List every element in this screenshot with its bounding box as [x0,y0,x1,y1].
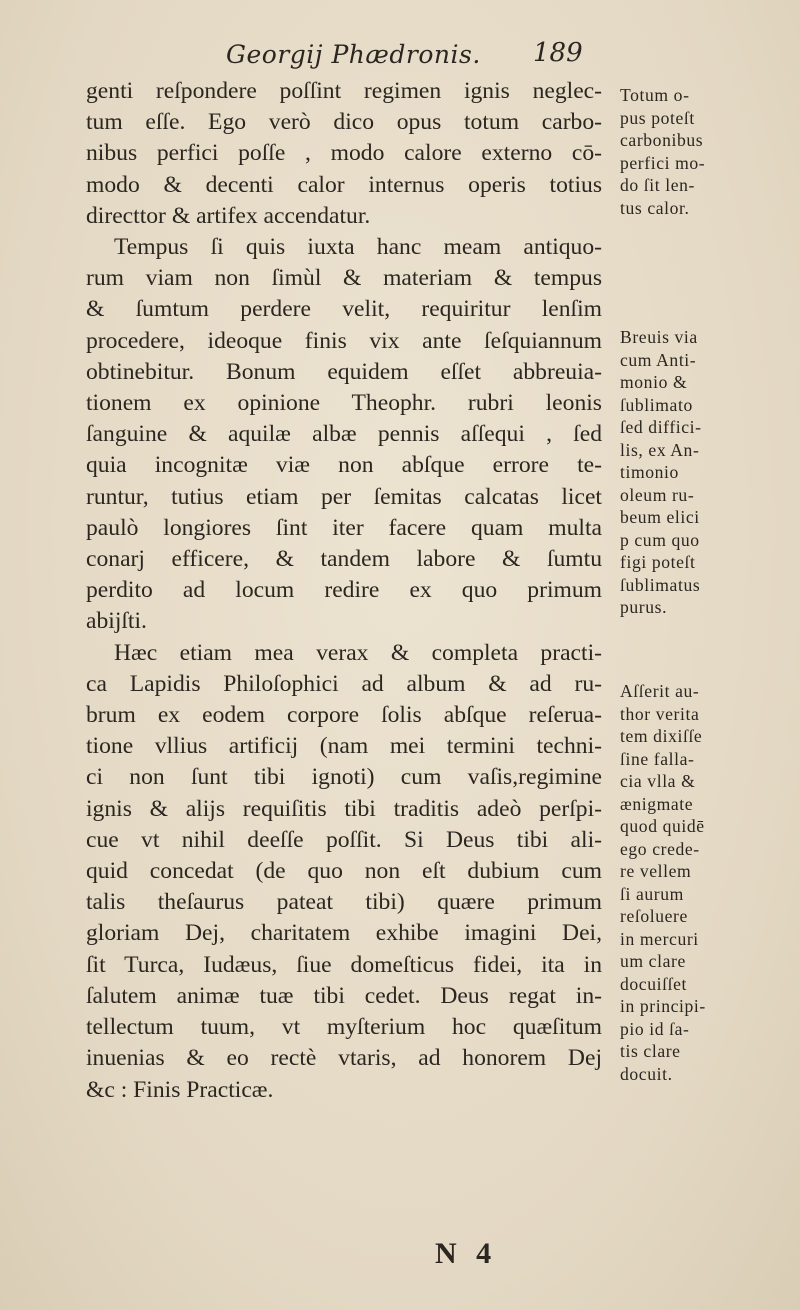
text-line: & ſumtum perdere velit, requiritur lenſim [86,296,602,323]
text-line: inuenias & eo rectè vtaris, ad honorem Dej [86,1045,602,1072]
text-line: ca Lapidis Philoſophici ad album & ad ru- [86,670,602,697]
text-line: modo & decenti calor internus operis totius [86,171,602,198]
margin-note-line: figi poteſt [620,552,696,572]
text-line: cue vt nihil deeſſe poſſit. Si Deus tibi ali- [86,826,602,853]
text-line: obtinebitur. Bonum equidem eſſet abbreuia- [86,358,602,385]
running-head: Georgij Phædronis. [226,40,481,69]
margin-note-line: in principi- [620,996,706,1016]
margin-note [620,680,768,1085]
text-line: talis theſaurus pateat tibi) quære primum [86,889,602,916]
margin-note-line: ſi aurum [620,883,684,904]
margin-note-line: ego crede- [620,838,700,859]
text-line: ſit Turca, Iudæus, ſiue domeſticus fidei, ita in [86,951,602,978]
text-line: Hæc etiam mea verax & completa practi- [114,639,602,666]
text-line: directtor & artifex accendatur. [86,202,371,229]
margin-note-line: docuiſſet [620,973,687,994]
page-header [0,40,800,74]
margin-note-line: quod quidē [620,816,705,836]
margin-note-line: pio id ſa- [620,1018,690,1039]
margin-note-line: beum elici [620,507,700,527]
margin-note-line: p cum quo [620,529,700,550]
margin-note-line: Breuis via [620,327,698,347]
margin-note-line: Totum o- [620,85,690,105]
text-line: tionem ex opinione Theophr. rubri leonis [86,390,602,417]
text-line: ignis & alijs requiſitis tibi traditis adeò perſpi- [86,795,602,822]
margin-note-line: re vellem [620,861,692,881]
margin-note-line: in mercuri [620,928,699,949]
text-line: genti reſpondere poſſint regimen ignis neglec- [86,78,602,104]
margin-note-line: reſoluere [620,906,688,926]
margin-note-line: um clare [620,951,686,971]
text-line: abijſti. [86,608,147,635]
signature-mark: N 4 [435,1237,498,1270]
text-line: ſalutem animæ tuæ tibi cedet. Deus regat in- [86,982,602,1009]
text-line: &c : Finis Practicæ. [86,1076,274,1103]
margin-note-line: cum Anti- [620,349,697,370]
text-line: quia incognitæ viæ non abſque errore te- [86,452,602,479]
text-line: ci non ſunt tibi ignoti) cum vaſis,regimine [86,764,602,791]
margin-note-line: thor verita [620,703,700,724]
margin-note-line: ænigmate [620,793,694,814]
text-line: brum ex eodem corpore ſolis abſque reſerua- [86,702,602,729]
margin-note [620,326,768,619]
margin-note-line: ſed diffici- [620,417,702,437]
margin-note-line: tis clare [620,1041,681,1061]
text-line: tum eſſe. Ego verò dico opus totum carbo- [86,109,602,136]
margin-note-line: timonio [620,462,679,482]
text-line: rum viam non ſimùl & materiam & tempus [86,265,602,292]
margin-note-line: Aſſerit au- [620,681,700,701]
text-line: quid concedat (de quo non eſt dubium cum [86,858,602,885]
margin-note-line: cia vlla & [620,771,696,791]
margin-note-line: tus calor. [620,197,690,218]
margin-note-line: docuit. [620,1063,673,1084]
text-line: nibus perfici poſſe , modo calore externo cō- [86,140,602,167]
margin-note [620,84,768,219]
page-number: 189 [533,38,583,68]
text-line: paulò longiores ſint iter facere quam multa [86,514,602,541]
margin-note-line: carbonibus [620,130,704,150]
margin-note-line: ſublimatus [620,574,701,595]
text-line: tione vllius artificij (nam mei termini techni- [86,733,602,760]
text-line: tellectum tuum, vt myſterium hoc quæſitum [86,1014,602,1041]
text-line: gloriam Dej, charitatem exhibe imagini Dei, [86,920,602,947]
text-line: ſanguine & aquilæ albæ pennis aſſequi , ſed [86,421,602,448]
margin-note-line: purus. [620,597,668,617]
main-text-column [86,76,602,1106]
text-line: procedere, ideoque finis vix ante ſeſquiannum [86,327,602,354]
margin-note-line: oleum ru- [620,484,695,505]
margin-note-line: pus poteſt [620,107,695,128]
margin-note-line: monio & [620,372,688,392]
margin-note-line: ſine falla- [620,748,695,769]
text-line: Tempus ſi quis iuxta hanc meam antiquo- [114,234,602,261]
margin-note-line: lis, ex An- [620,439,700,460]
text-line: conarj efficere, & tandem labore & ſumtu [86,546,602,573]
text-line: perdito ad locum redire ex quo primum [86,577,602,604]
margin-note-line: ſublimato [620,394,693,415]
margin-note-line: perfici mo- [620,152,706,173]
text-line: runtur, tutius etiam per ſemitas calcatas licet [86,483,602,510]
margin-note-line: do ſit len- [620,175,696,195]
margin-note-line: tem dixiſſe [620,726,703,746]
